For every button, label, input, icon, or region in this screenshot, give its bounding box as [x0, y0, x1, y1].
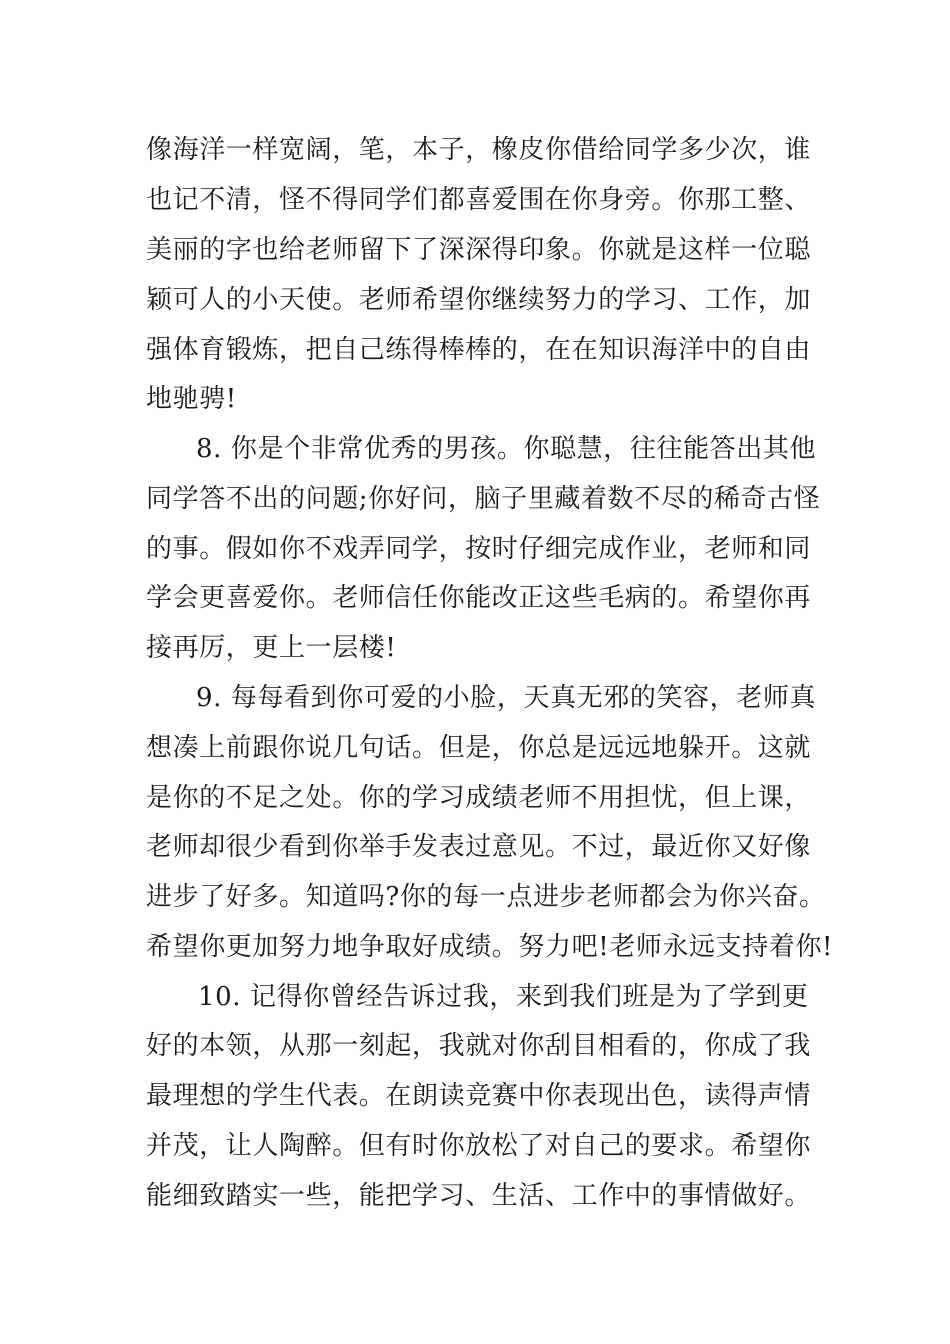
text-line: 进步了好多。知道吗?你的每一点进步老师都会为你兴奋。	[146, 882, 826, 912]
text-line: 并茂，让人陶醉。但有时你放松了对自己的要求。希望你	[146, 1131, 812, 1161]
text-line: 同学答不出的问题;你好问，脑子里藏着数不尽的稀奇古怪	[146, 484, 821, 514]
text-line: 像海洋一样宽阔，笔，本子，橡皮你借给同学多少次，谁	[146, 135, 812, 165]
text-line: 希望你更加努力地争取好成绩。努力吧!老师永远支持着你!	[146, 932, 834, 962]
text-line: 最理想的学生代表。在朗读竞赛中你表现出色，读得声情	[146, 1081, 812, 1111]
text-line: 能细致踏实一些，能把学习、生活、工作中的事情做好。	[146, 1181, 812, 1211]
text-line: 老师却很少看到你举手发表过意见。不过，最近你又好像	[146, 832, 812, 862]
text-line: 颖可人的小天使。老师希望你继续努力的学习、工作，加	[146, 285, 812, 315]
text-line: 强体育锻炼，把自己练得棒棒的，在在知识海洋中的自由	[146, 335, 812, 365]
text-line: 是你的不足之处。你的学习成绩老师不用担忧，但上课，	[146, 783, 812, 813]
text-line: 接再厉，更上一层楼!	[146, 633, 397, 663]
paragraph-8-first-line: 8. 你是个非常优秀的男孩。你聪慧，往往能答出其他	[196, 434, 817, 464]
text-line: 想凑上前跟你说几句话。但是，你总是远远地躲开。这就	[146, 733, 812, 763]
text-line: 也记不清，怪不得同学们都喜爱围在你身旁。你那工整、	[146, 185, 812, 215]
text-line: 好的本领，从那一刻起，我就对你刮目相看的，你成了我	[146, 1031, 812, 1061]
paragraph-9-first-line: 9. 每每看到你可爱的小脸，天真无邪的笑容，老师真	[196, 683, 817, 713]
text-line: 美丽的字也给老师留下了深深得印象。你就是这样一位聪	[146, 235, 812, 265]
paragraph-10-first-line: 10. 记得你曾经告诉过我，来到我们班是为了学到更	[198, 982, 809, 1012]
text-line: 地驰骋!	[146, 384, 237, 414]
text-line: 学会更喜爱你。老师信任你能改正这些毛病的。希望你再	[146, 583, 812, 613]
text-line: 的事。假如你不戏弄同学，按时仔细完成作业，老师和同	[146, 534, 812, 564]
